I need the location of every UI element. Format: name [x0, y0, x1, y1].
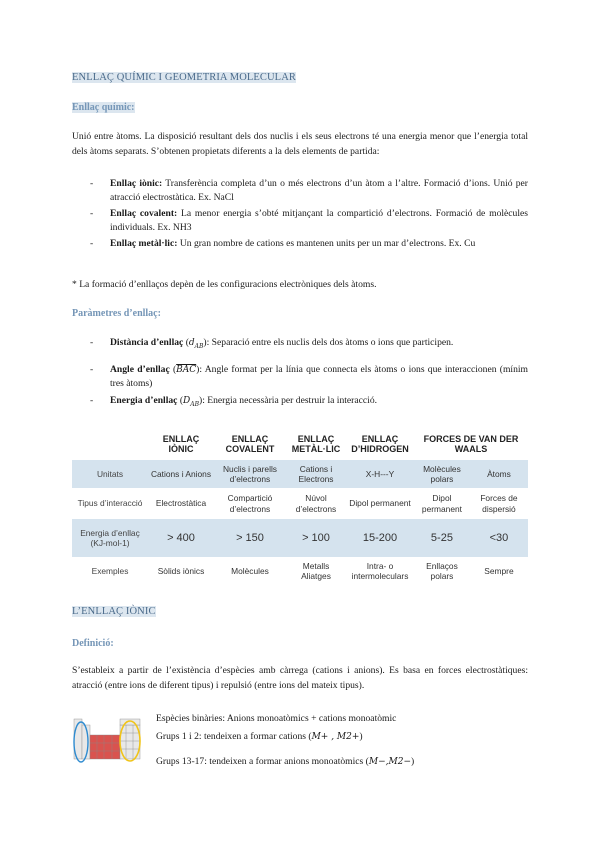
list-item: - Angle d’enllaç $(\overline{BAC})$: Angle format per la línia que connecta els àtoms o ions que interaccionen (mínim tres àtoms) — [90, 363, 529, 389]
intro-paragraph: Unió entre àtoms. La disposició resultant dels dos nuclis i els seus electrons té una energia menor que l’energia total dels àtoms separats. S’obtenen propietats diferents a la dels elements de partida: — [72, 131, 528, 157]
bond-comparison-table — [72, 428, 528, 585]
list-item: - Distància d’enllaç $(d_{AB})$: Separació entre els nuclis dels dos àtoms o ions que participen. — [90, 337, 454, 350]
list-item: - Enllaç iònic: Transferència completa d’un o més electrons d’un àtom a l’altre. Formació d’ions. Unió per atracció electrostàtica. Ex. NaCl — [90, 178, 528, 203]
heading-chemical-bond: Enllaç químic: — [72, 102, 135, 113]
groups-1-2-line: Grups 1 i 2: tendeixen a formar cations (M+ , M2+) — [156, 731, 363, 742]
definition-paragraph: S’estableix a partir de l’existència d’espècies amb càrrega (cations i anions). Es basa en forces electrostàtiques: atracció (entre ions de diferent tipus) i repulsió (entre ions del mateix tipus). — [72, 665, 528, 691]
table-row: Energia d’enllaç (KJ-mol-1) > 400 > 150 > 100 15-200 5-25 <30 — [72, 519, 528, 557]
groups-13-17-line: Grups 13-17: tendeixen a formar anions monoatòmics (M−,M2−) — [156, 756, 415, 767]
list-item: - Enllaç metàl·lic: Un gran nombre de cations es mantenen units per un mar d’electrons. Ex. Cu — [90, 238, 476, 249]
table-header-row: ENLLAÇ IÒNIC ENLLAÇ COVALENT ENLLAÇ METÀL·LIC ENLLAÇ D’HIDROGEN FORCES DE VAN DER WAALS — [162, 433, 519, 454]
periodic-table-icon — [72, 715, 142, 763]
table-row: Unitats Cations i Anions Nuclis i parells d’electrons Cations i Electrons X-H---Y Molècules polars Àtoms — [72, 460, 528, 488]
document-title: ENLLAÇ QUÍMIC I GEOMETRIA MOLECULAR — [72, 72, 296, 83]
table-row: Exemples Sòlids iònics Molècules Metalls Aliatges Intra- o intermoleculars Enllaços polars Sempre — [91, 560, 514, 581]
list-item: - Energia d’enllaç $(D_{AB})$: Energia necessària per destruir la interacció. — [90, 394, 378, 408]
bond-parameters-list — [72, 336, 528, 414]
heading-definition: Definició: — [72, 638, 114, 649]
table-row: Tipus d’interacció Electrostàtica Compartició d’electrons Núvol d’electrons Dipol permanent Dipol permanent Forces de dispersió — [77, 493, 518, 514]
footnote: * La formació d’enllaços depèn de les configuracions electròniques dels àtoms. — [72, 279, 377, 290]
ionic-bond-title: L’ENLLAÇ IÒNIC — [72, 606, 156, 617]
binary-species-line: Espècies binàries: Anions monoatòmics + cations monoatòmic — [156, 713, 397, 724]
list-item: - Enllaç covalent: La menor energia s’obté mitjançant la compartició d’electrons. Formació de molècules individuals. Ex. NH3 — [90, 208, 528, 233]
heading-bond-parameters: Paràmetres d’enllaç: — [72, 308, 161, 319]
bond-types-list — [72, 177, 528, 253]
